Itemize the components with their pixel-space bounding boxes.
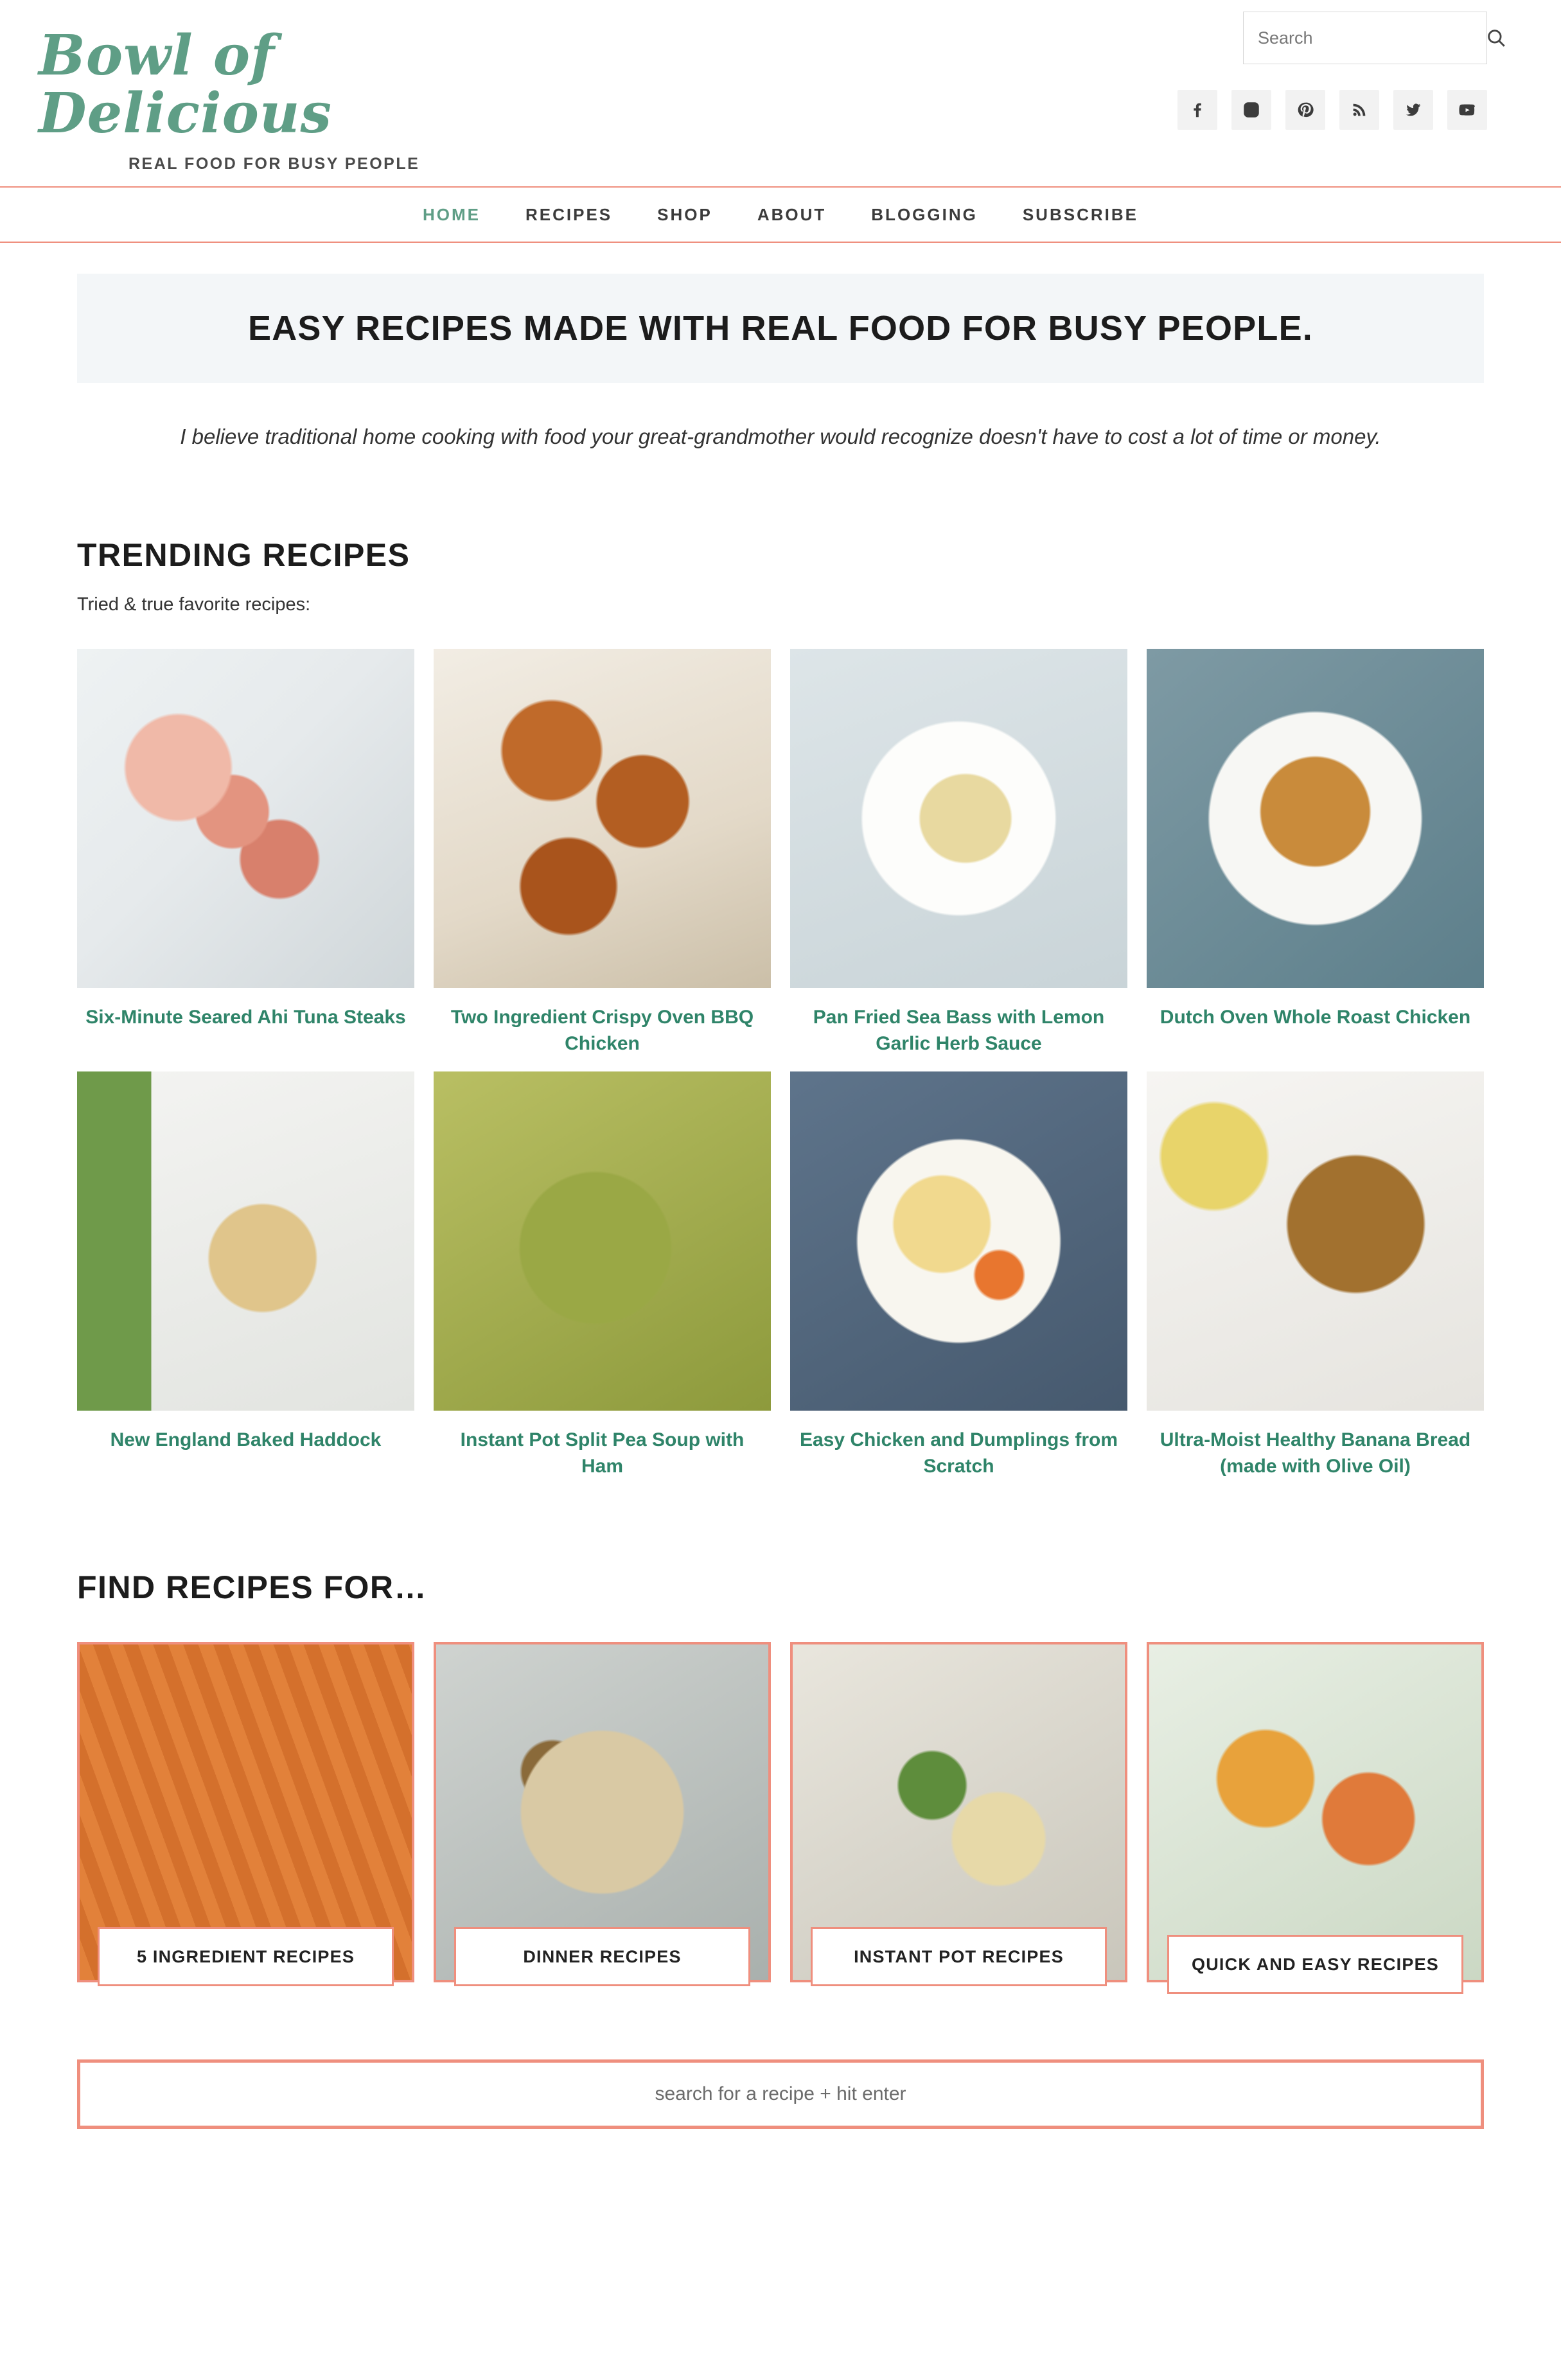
category-card[interactable] xyxy=(790,1642,1127,1982)
social-links xyxy=(1177,90,1487,130)
nav-item-recipes[interactable]: RECIPES xyxy=(525,204,613,224)
recipe-image[interactable] xyxy=(434,1071,771,1411)
youtube-icon[interactable] xyxy=(1447,90,1487,130)
twitter-icon[interactable] xyxy=(1393,90,1433,130)
recipe-image[interactable] xyxy=(434,649,771,988)
recipe-title-link[interactable]: Pan Fried Sea Bass with Lemon Garlic Herb Sauce xyxy=(813,1007,1105,1054)
nav-item-about[interactable]: ABOUT xyxy=(757,204,827,224)
categories-grid xyxy=(77,1642,1484,1982)
search-icon[interactable] xyxy=(1485,27,1507,49)
recipe-title-link[interactable]: New England Baked Haddock xyxy=(110,1429,382,1451)
category-label[interactable]: 5 INGREDIENT RECIPES xyxy=(98,1927,394,1986)
nav-item-home[interactable]: HOME xyxy=(423,204,481,224)
pinterest-icon[interactable] xyxy=(1285,90,1325,130)
logo-title: Bowl of Delicious xyxy=(39,23,332,146)
nav-items xyxy=(400,205,1161,225)
categories-title: FIND RECIPES FOR… xyxy=(77,1569,427,1606)
recipe-search-input[interactable] xyxy=(80,2063,1481,2126)
recipe-title-link[interactable]: Easy Chicken and Dumplings from Scratch xyxy=(799,1429,1118,1477)
recipe-title-link[interactable]: Ultra-Moist Healthy Banana Bread (made with Olive Oil) xyxy=(1160,1429,1471,1477)
recipe-title-link[interactable]: Six-Minute Seared Ahi Tuna Steaks xyxy=(85,1007,406,1028)
category-label[interactable]: QUICK AND EASY RECIPES xyxy=(1167,1935,1463,1994)
trending-grid-row1 xyxy=(77,649,1484,1062)
recipe-image[interactable] xyxy=(77,1071,414,1411)
recipe-card[interactable] xyxy=(434,649,771,1062)
recipe-card[interactable] xyxy=(434,1071,771,1485)
recipe-title-link[interactable]: Dutch Oven Whole Roast Chicken xyxy=(1160,1007,1471,1028)
recipe-image[interactable] xyxy=(1147,1071,1484,1411)
recipe-card[interactable] xyxy=(77,1071,414,1485)
nav-item-blogging[interactable]: BLOGGING xyxy=(871,204,978,224)
hero-subtitle: I believe traditional home cooking with food your great-grandmother would recognize doesn't have to cost a lot of time or money. xyxy=(180,425,1381,448)
trending-section xyxy=(77,536,1484,1485)
instagram-icon[interactable] xyxy=(1231,90,1271,130)
nav-item-subscribe[interactable]: SUBSCRIBE xyxy=(1022,204,1138,224)
recipe-image[interactable] xyxy=(790,1071,1127,1411)
recipe-search-bar[interactable] xyxy=(77,2059,1484,2129)
rss-icon[interactable] xyxy=(1339,90,1379,130)
recipe-card[interactable] xyxy=(1147,649,1484,1062)
main-navigation xyxy=(0,186,1561,243)
recipe-card[interactable] xyxy=(1147,1071,1484,1485)
search-input[interactable] xyxy=(1258,28,1485,48)
recipe-title-link[interactable]: Instant Pot Split Pea Soup with Ham xyxy=(460,1429,745,1477)
site-logo[interactable] xyxy=(39,23,552,173)
categories-section xyxy=(77,1569,1484,1982)
recipe-card[interactable] xyxy=(790,1071,1127,1485)
category-card[interactable] xyxy=(434,1642,771,1982)
category-label[interactable]: INSTANT POT RECIPES xyxy=(811,1927,1107,1986)
category-label[interactable]: DINNER RECIPES xyxy=(454,1927,750,1986)
trending-subtitle: Tried & true favorite recipes: xyxy=(77,594,311,615)
page-title: EASY RECIPES MADE WITH REAL FOOD FOR BUSY PEOPLE. xyxy=(247,309,1314,348)
recipe-card[interactable] xyxy=(790,649,1127,1062)
recipe-image[interactable] xyxy=(1147,649,1484,988)
site-header xyxy=(0,0,1561,186)
header-search[interactable] xyxy=(1243,12,1487,64)
facebook-icon[interactable] xyxy=(1177,90,1217,130)
logo-tagline: REAL FOOD FOR BUSY PEOPLE xyxy=(128,154,420,173)
recipe-image[interactable] xyxy=(77,649,414,988)
trending-grid-row2 xyxy=(77,1071,1484,1485)
hero-banner xyxy=(77,274,1484,383)
recipe-card[interactable] xyxy=(77,649,414,1062)
trending-title: TRENDING RECIPES xyxy=(77,537,410,574)
nav-item-shop[interactable]: SHOP xyxy=(657,204,712,224)
category-card[interactable] xyxy=(77,1642,414,1982)
category-card[interactable] xyxy=(1147,1642,1484,1982)
recipe-title-link[interactable]: Two Ingredient Crispy Oven BBQ Chicken xyxy=(450,1007,754,1054)
recipe-image[interactable] xyxy=(790,649,1127,988)
